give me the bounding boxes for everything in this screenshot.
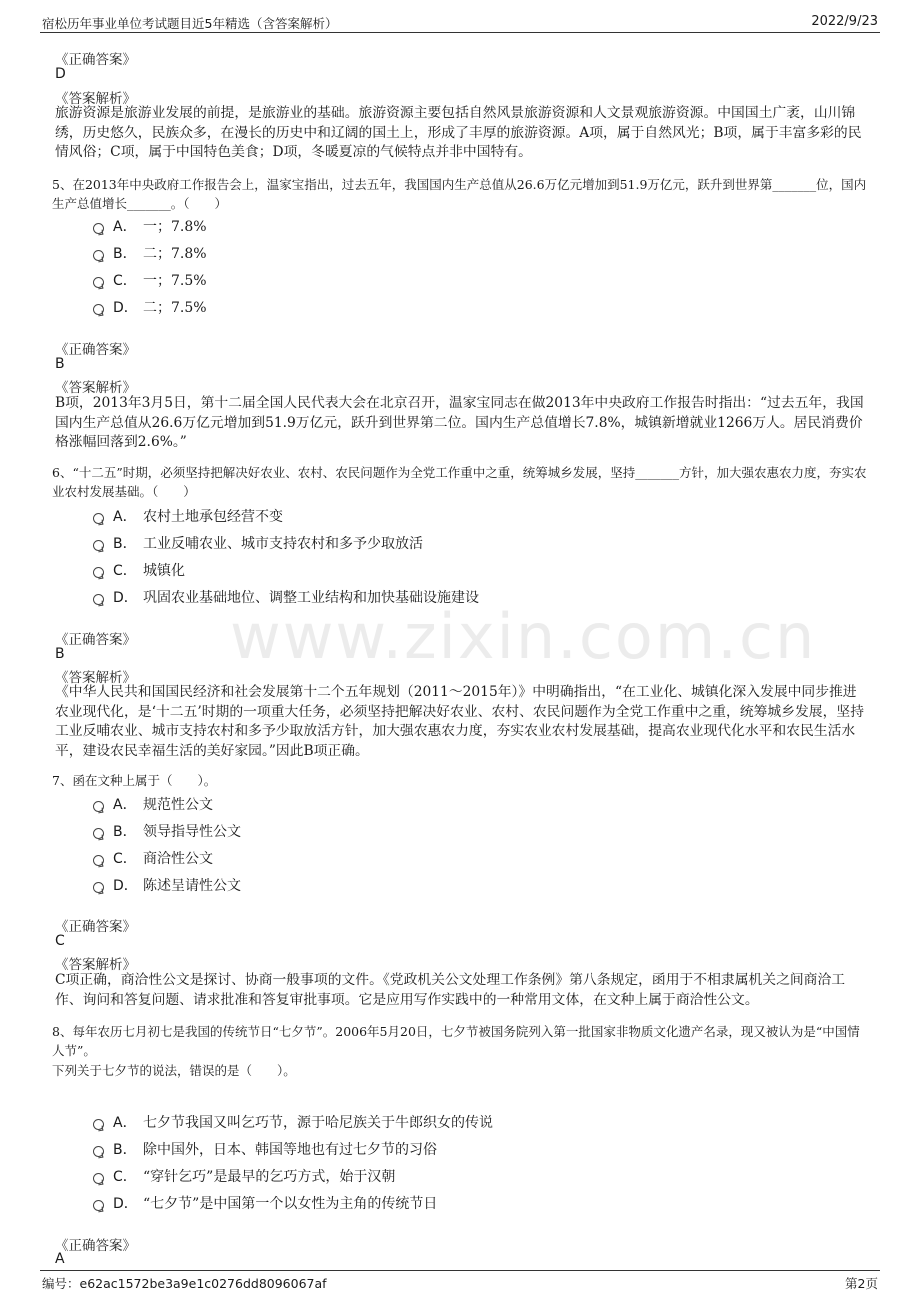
option-text: 领导指导性公文 [143,824,241,840]
analysis-text: 旅游资源是旅游业发展的前提，是旅游业的基础。旅游资源主要包括自然风景旅游资源和人文景观旅游资源。中国国土广袤，山川锦绣，历史悠久，民族众多，在漫长的历史中和辽阔的国土上，形成了丰厚的旅游资源。A项，属于自然风光；B项，属于丰富多彩的民情风俗；C项，属于中国特色美食；D项，冬暖夏凉的气候特点并非中国特有。 [55,105,862,160]
radio-icon[interactable] [93,1119,104,1130]
option-text: 七夕节我国又叫乞巧节，源于哈尼族关于牛郎织女的传说 [143,1115,493,1131]
option-text: 农村土地承包经营不变 [143,509,283,525]
option-a[interactable]: A． 农村土地承包经营不变 [93,506,283,526]
radio-icon[interactable] [93,304,104,315]
option-text: 巩固农业基础地位、调整工业结构和加快基础设施建设 [143,590,479,606]
question-stem: 6、“十二五”时期，必须坚持把解决好农业、农村、农民问题作为全党工作重中之重，统筹城乡发展，坚持_______方针，加大强农惠农力度，夯实农业农村发展基础。（ ） [52,465,867,499]
correct-answer: D [55,66,66,82]
analysis-label: 《答案解析》 [55,670,136,686]
radio-icon[interactable] [93,1146,104,1157]
option-text: 除中国外，日本、韩国等地也有过七夕节的习俗 [143,1142,437,1158]
correct-answer-label: 《正确答案》 [55,632,136,648]
analysis-label: 《答案解析》 [55,91,136,107]
option-text: 一；7.5% [143,273,207,289]
option-d[interactable]: D． “七夕节”是中国第一个以女性为主角的传统节日 [93,1193,437,1213]
radio-icon[interactable] [93,882,104,893]
option-a[interactable]: A． 规范性公文 [93,794,213,814]
option-text: 陈述呈请性公文 [143,878,241,894]
radio-icon[interactable] [93,828,104,839]
document-title: 宿松历年事业单位考试题目近5年精选（含答案解析） [42,16,338,31]
option-text: “穿针乞巧”是最早的乞巧方式，始于汉朝 [143,1169,396,1185]
correct-answer-label: 《正确答案》 [55,52,136,68]
option-b[interactable]: B． 工业反哺农业、城市支持农村和多予少取放活 [93,533,423,553]
option-b[interactable]: B． 除中国外，日本、韩国等地也有过七夕节的习俗 [93,1139,437,1159]
option-text: 一；7.8% [143,219,207,235]
radio-icon[interactable] [93,801,104,812]
option-b[interactable]: B． 领导指导性公文 [93,821,241,841]
page-header [40,12,880,33]
option-c[interactable]: C． 一；7.5% [93,270,207,290]
option-c[interactable]: C． 城镇化 [93,560,185,580]
radio-icon[interactable] [93,540,104,551]
option-text: 商洽性公文 [143,851,213,867]
analysis-label: 《答案解析》 [55,380,136,396]
analysis-text: B项，2013年3月5日，第十二届全国人民代表大会在北京召开，温家宝同志在做2013年中央政府工作报告时指出：“过去五年，我国国内生产总值从26.6万亿元增加到51.9万亿元，跃升到世界第二位。国内生产总值增长7.8%，城镇新增就业1266万人。居民消费价格涨幅回落到2.6%。” [55,395,864,450]
question-stem: 5、在2013年中央政府工作报告会上，温家宝指出，过去五年，我国国内生产总值从26.6万亿元增加到51.9万亿元，跃升到世界第_______位，国内生产总值增长_______。（ ） [52,177,867,211]
radio-icon[interactable] [93,1200,104,1211]
option-a[interactable]: A． 一；7.8% [93,216,207,236]
option-text: 城镇化 [143,563,185,579]
correct-answer: B [55,356,65,372]
option-text: “七夕节”是中国第一个以女性为主角的传统节日 [143,1196,438,1212]
watermark: www.zixin.com.cn [230,600,817,673]
question-stem: 8、每年农历七月初七是我国的传统节日“七夕节”。2006年5月20日，七夕节被国务院列入第一批国家非物质文化遗产名录，现又被认为是“中国情人节”。 [52,1024,860,1058]
analysis-label: 《答案解析》 [55,957,136,973]
page-footer [40,1270,880,1293]
option-c[interactable]: C． 商洽性公文 [93,848,213,868]
correct-answer-label: 《正确答案》 [55,919,136,935]
radio-icon[interactable] [93,855,104,866]
analysis-text: 《中华人民共和国国民经济和社会发展第十二个五年规划（2011～2015年）》中明确指出，“在工业化、城镇化深入发展中同步推进农业现代化，是‘十二五’时期的一项重大任务，必须坚持把解决好农业、农村、农民问题作为全党工作重中之重，统筹城乡发展，坚持工业反哺农业、城市支持农村和多予少取放活方针，加大强农惠农力度，夯实农业农村发展基础，提高农业现代化水平和农民生活水平，建设农民幸福生活的美好家园。”因此B项正确。 [55,684,864,759]
radio-icon[interactable] [93,1173,104,1184]
radio-icon[interactable] [93,250,104,261]
option-c[interactable]: C． “穿针乞巧”是最早的乞巧方式，始于汉朝 [93,1166,395,1186]
option-text: 二；7.5% [143,300,207,316]
option-a[interactable]: A． 七夕节我国又叫乞巧节，源于哈尼族关于牛郎织女的传说 [93,1112,493,1132]
document-code: 编号：e62ac1572be3a9e1c0276dd8096067af [42,1276,327,1291]
radio-icon[interactable] [93,277,104,288]
radio-icon[interactable] [93,567,104,578]
radio-icon[interactable] [93,223,104,234]
question-stem-secondary: 下列关于七夕节的说法，错误的是（ ）。 [52,1063,296,1078]
option-d[interactable]: D． 陈述呈请性公文 [93,875,241,895]
document-date: 2022/9/23 [811,14,878,29]
page-number: 第2页 [845,1276,878,1291]
correct-answer: B [55,646,65,662]
analysis-text: C项正确，商洽性公文是探讨、协商一般事项的文件。《党政机关公文处理工作条例》第八条规定，函用于不相隶属机关之间商洽工作、询问和答复问题、请求批准和答复审批事项。它是应用写作实践中的一种常用文体，在文种上属于商洽性公文。 [55,972,846,1008]
option-d[interactable]: D． 巩固农业基础地位、调整工业结构和加快基础设施建设 [93,587,479,607]
question-stem: 7、函在文种上属于（ ）。 [52,773,217,788]
correct-answer: C [55,933,65,949]
correct-answer-label: 《正确答案》 [55,1238,136,1254]
option-text: 工业反哺农业、城市支持农村和多予少取放活 [143,536,423,552]
radio-icon[interactable] [93,513,104,524]
option-b[interactable]: B． 二；7.8% [93,243,207,263]
correct-answer-label: 《正确答案》 [55,342,136,358]
option-text: 二；7.8% [143,246,207,262]
option-text: 规范性公文 [143,797,213,813]
radio-icon[interactable] [93,594,104,605]
option-d[interactable]: D． 二；7.5% [93,297,207,317]
correct-answer: A [55,1251,65,1267]
